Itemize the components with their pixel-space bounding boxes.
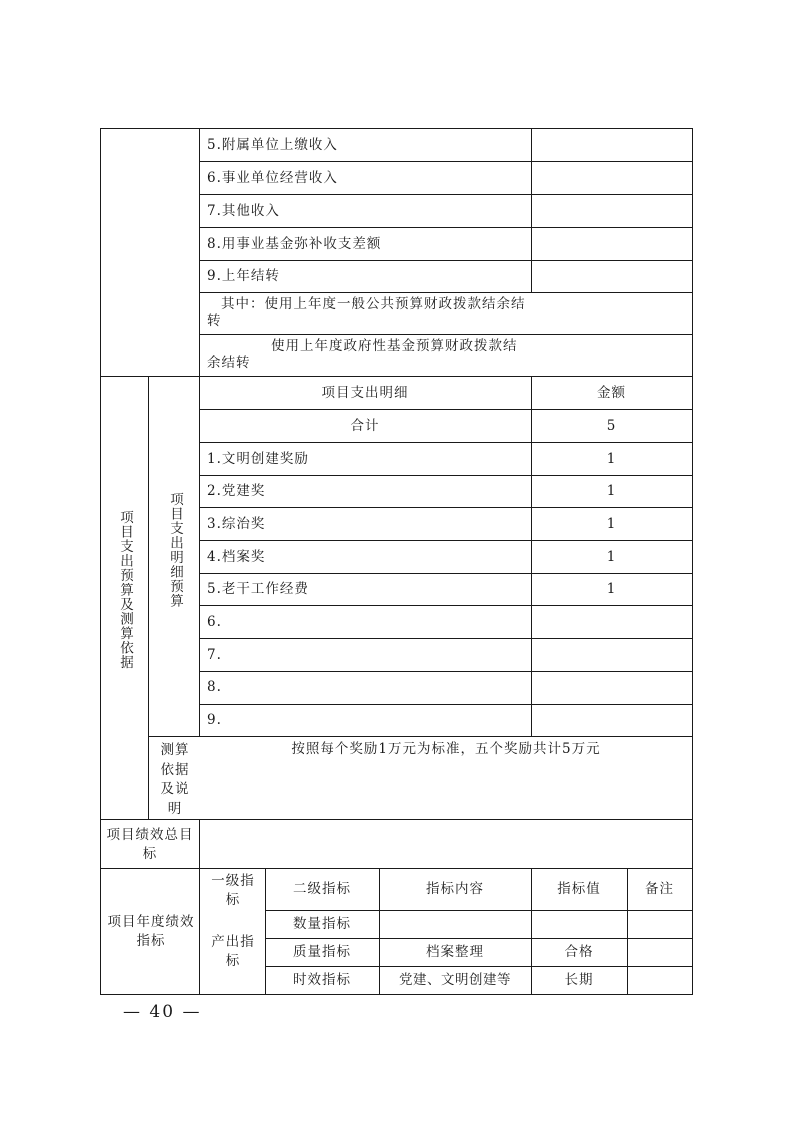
header-content: 指标内容 bbox=[426, 881, 484, 897]
level1-output: 产出指标 bbox=[211, 934, 255, 969]
expense-item-name: 1.文明创建奖励 bbox=[207, 451, 309, 467]
income-row-9: 9.上年结转 bbox=[207, 268, 280, 284]
expense-item-name: 3.综治奖 bbox=[207, 516, 266, 532]
value-quality: 合格 bbox=[564, 944, 594, 960]
income-row-6: 6.事业单位经营收入 bbox=[207, 170, 338, 186]
page-number: — 40 — bbox=[123, 1002, 202, 1022]
header-level2: 二级指标 bbox=[293, 881, 351, 897]
content-timeliness: 党建、文明创建等 bbox=[399, 972, 511, 988]
expense-inner-label: 项目支出明细预算 bbox=[167, 492, 183, 608]
content-quality: 档案整理 bbox=[426, 944, 484, 960]
header-level1: 一级指标 bbox=[211, 873, 255, 908]
expense-item-name: 4.档案奖 bbox=[207, 549, 266, 565]
value-timeliness: 长期 bbox=[564, 972, 594, 988]
income-row-7: 7.其他收入 bbox=[207, 203, 280, 219]
expense-item-name: 8. bbox=[207, 679, 222, 695]
expense-item-name: 2.党建奖 bbox=[207, 483, 266, 499]
expense-item-name: 7. bbox=[207, 647, 222, 663]
expense-item-amount: 1 bbox=[606, 483, 617, 499]
income-sub-general-budget: 其中：使用上年度一般公共预算财政拨款结余结转 bbox=[207, 296, 526, 329]
expense-outer-label: 项目支出预算及测算依据 bbox=[117, 510, 133, 670]
basis-text: 按照每个奖励1万元为标准，五个奖励共计5万元 bbox=[291, 741, 601, 757]
basis-label: 测算依据及说明 bbox=[160, 742, 190, 817]
income-row-5: 5.附属单位上缴收入 bbox=[207, 137, 338, 153]
goal-label: 项目绩效总目标 bbox=[106, 827, 194, 862]
expense-total-label: 合计 bbox=[350, 418, 380, 434]
indicators-label: 项目年度绩效指标 bbox=[107, 914, 195, 949]
income-sub-fund-budget: 使用上年度政府性基金预算财政拨款结余结转 bbox=[207, 338, 518, 371]
header-note: 备注 bbox=[645, 881, 674, 897]
income-row-8: 8.用事业基金弥补收支差额 bbox=[207, 236, 382, 252]
expense-item-name: 6. bbox=[207, 614, 222, 630]
expense-item-amount: 1 bbox=[606, 549, 617, 565]
expense-item-name: 9. bbox=[207, 712, 222, 728]
expense-item-amount: 1 bbox=[606, 516, 617, 532]
expense-item-name: 5.老干工作经费 bbox=[207, 581, 309, 597]
expense-item-amount: 1 bbox=[606, 581, 617, 597]
expense-total-value: 5 bbox=[606, 418, 617, 434]
level2-timeliness: 时效指标 bbox=[293, 972, 351, 988]
expense-header-item: 项目支出明细 bbox=[321, 385, 409, 401]
expense-header-amount: 金额 bbox=[597, 385, 626, 401]
level2-quality: 质量指标 bbox=[293, 944, 351, 960]
expense-item-amount: 1 bbox=[606, 451, 617, 467]
header-value: 指标值 bbox=[557, 881, 601, 897]
level2-quantity: 数量指标 bbox=[293, 916, 351, 932]
